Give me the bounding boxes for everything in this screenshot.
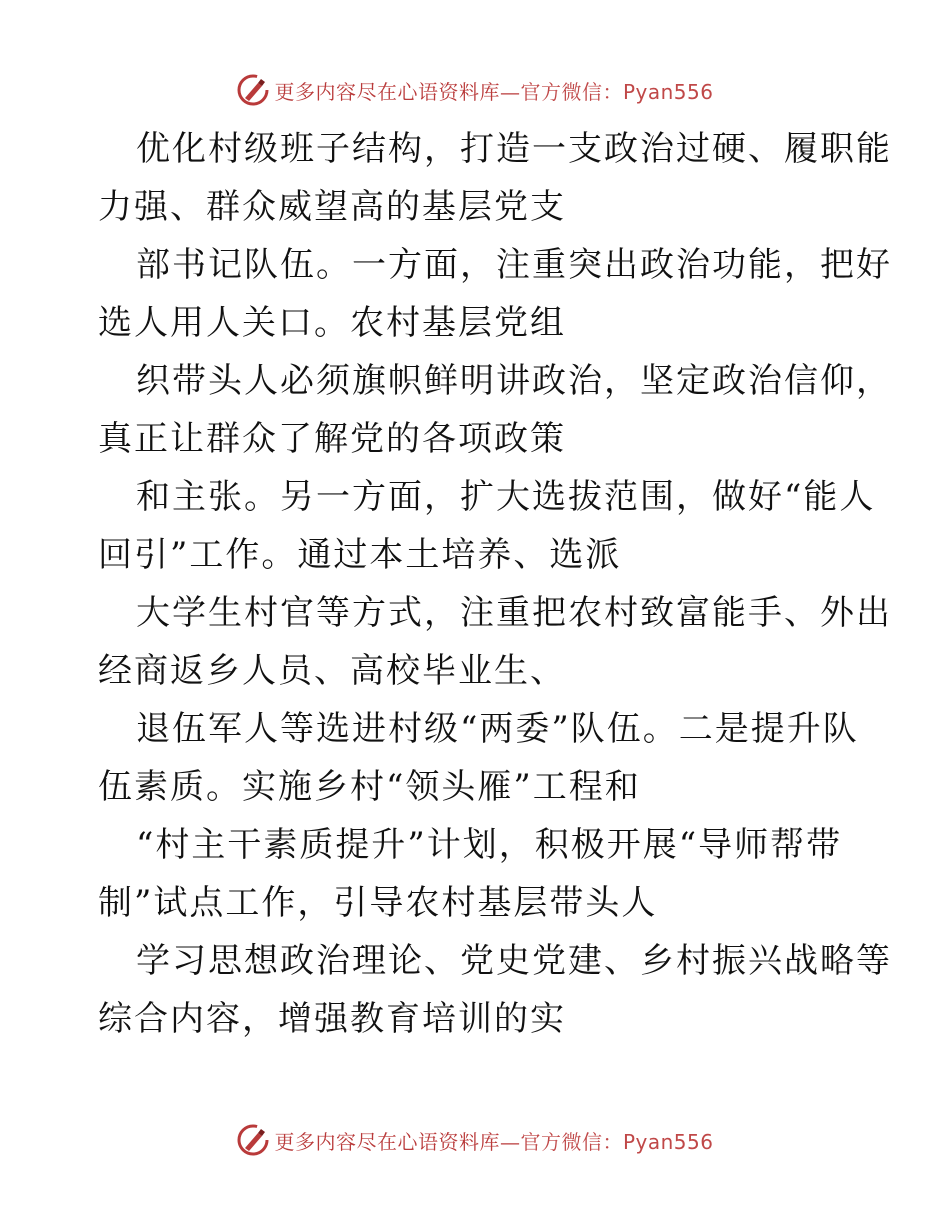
text-line: 和主张。另一方面，扩大选拔范围，做好“能人 bbox=[136, 477, 876, 517]
paragraph bbox=[98, 352, 892, 468]
footer-watermark bbox=[0, 1120, 950, 1160]
text-line: 大学生村官等方式，注重把农村致富能手、外出 bbox=[136, 593, 892, 633]
text-line: 选人用人关口。农村基层党组 bbox=[98, 303, 566, 343]
pen-logo-icon bbox=[236, 73, 270, 107]
text-line: 回引”工作。通过本土培养、选派 bbox=[98, 535, 622, 575]
text-line: “村主干素质提升”计划，积极开展“导师帮带 bbox=[136, 825, 843, 865]
watermark-text: 更多内容尽在心语资料库—官方微信：Pyan556 bbox=[274, 79, 714, 104]
text-line: 制”试点工作，引导农村基层带头人 bbox=[98, 883, 658, 923]
text-line: 经商返乡人员、高校毕业生、 bbox=[98, 651, 566, 691]
paragraph bbox=[98, 700, 858, 816]
text-line: 综合内容，增强教育培训的实 bbox=[98, 999, 566, 1039]
text-line: 部书记队伍。一方面，注重突出政治功能，把好 bbox=[136, 245, 892, 285]
text-line: 优化村级班子结构，打造一支政治过硬、履职能 bbox=[136, 129, 892, 169]
paragraph bbox=[98, 468, 876, 584]
text-line: 织带头人必须旗帜鲜明讲政治，坚定政治信仰， bbox=[136, 361, 892, 401]
text-line: 力强、群众威望高的基层党支 bbox=[98, 187, 566, 227]
document-body bbox=[98, 120, 892, 1048]
text-line: 伍素质。实施乡村“领头雁”工程和 bbox=[98, 767, 641, 807]
pen-logo-icon bbox=[236, 1123, 270, 1157]
text-line: 学习思想政治理论、党史党建、乡村振兴战略等 bbox=[136, 941, 892, 981]
paragraph bbox=[98, 816, 858, 932]
text-line: 退伍军人等选进村级“两委”队伍。二是提升队 bbox=[136, 709, 859, 749]
paragraph bbox=[98, 932, 892, 1048]
paragraph bbox=[98, 584, 892, 700]
header-watermark bbox=[0, 70, 950, 110]
paragraph bbox=[98, 236, 892, 352]
text-line: 真正让群众了解党的各项政策 bbox=[98, 419, 566, 459]
watermark-text: 更多内容尽在心语资料库—官方微信：Pyan556 bbox=[274, 1129, 714, 1154]
paragraph bbox=[98, 120, 892, 236]
